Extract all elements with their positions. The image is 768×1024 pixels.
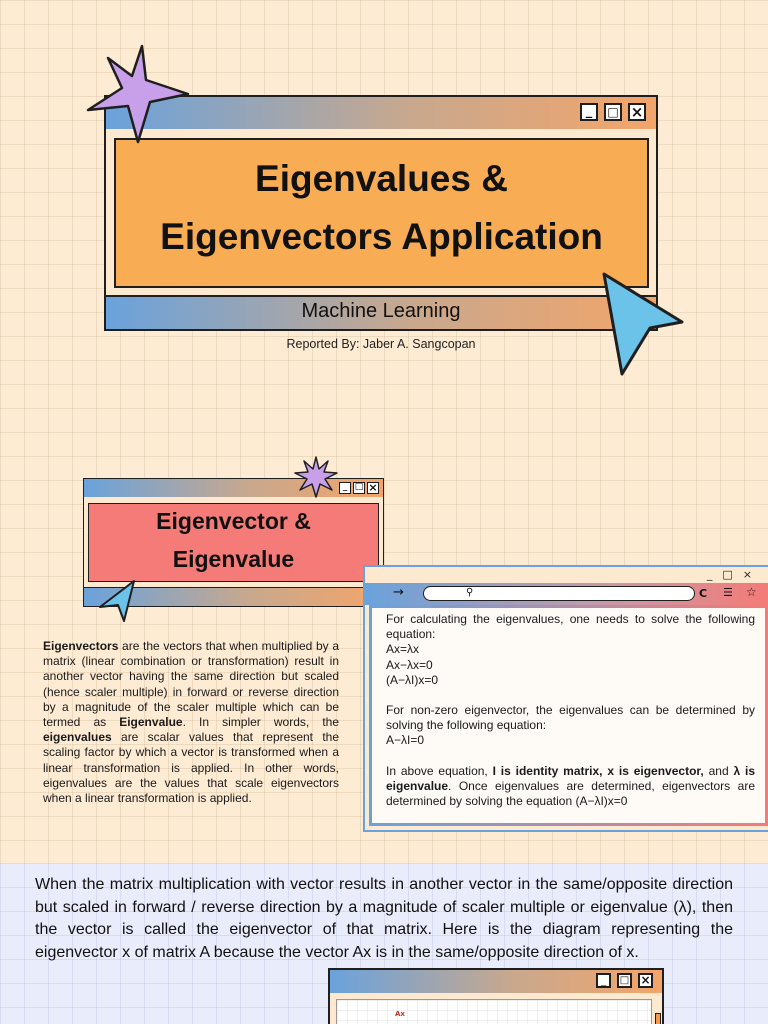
section-minimize-button[interactable]: _: [339, 482, 351, 494]
browser-content: [386, 612, 755, 809]
section-title-line2: Eigenvalue: [172, 546, 295, 572]
diagram-scrollbar[interactable]: [655, 1013, 661, 1024]
term-eigenvectors: Eigenvectors: [43, 639, 119, 653]
eigenvector-explanation-paragraph: When the matrix multiplication with vector results in another vector in the same/opposite direction but scaled in forward / reverse direction by a magnitude of scaler multiple or eigenvalue (λ), then the vector is called the eigenvector of that matrix. Here is the diagram representing the eigenvector x of matrix A because the vector Ax is in the same/opposite direction of x.: [35, 876, 733, 961]
diagram-close-button[interactable]: ×: [638, 973, 653, 988]
hero-maximize-button[interactable]: □: [604, 103, 622, 121]
diagram-label-ax: Ax: [395, 1010, 405, 1018]
hero-title-panel: [114, 138, 649, 288]
diagram-maximize-button[interactable]: □: [617, 973, 632, 988]
section-title-line1: Eigenvector &: [156, 508, 311, 534]
equation-intro: For calculating the eigenvalues, one needs to solve the following equation:: [386, 612, 755, 642]
nonzero-intro: For non-zero eigenvector, the eigenvalues can be determined by solving the following equation:: [386, 703, 755, 733]
browser-close-button[interactable]: ×: [742, 568, 762, 581]
diagram-window-body: [328, 993, 664, 1024]
term-eigenvalues: eigenvalues: [43, 730, 112, 745]
diagram-minimize-button[interactable]: _: [596, 973, 611, 988]
hero-close-button[interactable]: ×: [628, 103, 646, 121]
hero-subtitle: Machine Learning: [301, 300, 461, 322]
browser-window: [363, 565, 768, 832]
browser-address-bar[interactable]: [423, 586, 695, 601]
equation-explanation: In above equation, I is identity matrix, x is eigenvector, and λ is eigenvalue. Once eigenvalues are determined, eigenvectors are determined by solving the equation (A−λI)x=0: [386, 763, 755, 809]
equation-1: Ax=λx: [386, 642, 420, 657]
section-close-button[interactable]: ×: [368, 481, 378, 494]
equation-4: A−λI=0: [386, 733, 425, 748]
browser-maximize-button[interactable]: □: [722, 568, 743, 581]
browser-back-button[interactable]: →: [393, 585, 404, 600]
star-icon[interactable]: ☆: [746, 585, 757, 599]
section-maximize-button[interactable]: □: [354, 482, 364, 492]
browser-window-controls: [707, 568, 762, 581]
hero-title-line1: Eigenvalues &: [255, 158, 508, 199]
small-purple-star-icon: [294, 456, 338, 498]
equation-3: (A−λI)x=0: [386, 672, 439, 687]
search-icon: ⚲: [466, 587, 474, 598]
diagram-canvas: [336, 999, 652, 1024]
browser-minimize-button[interactable]: _: [706, 568, 723, 581]
hero-minimize-button[interactable]: _: [580, 103, 598, 121]
term-eigenvalue: Eigenvalue: [119, 715, 183, 730]
refresh-icon[interactable]: C: [699, 587, 708, 600]
eigenvector-definition-paragraph: Eigenvectors are the vectors that when multiplied by a matrix (linear combination or transformation) result in another vector having the same direction but scaled (hence scaler multiple) in forward or reverse direction by a magnitude of the scaler multiple which can be termed as Eigenvalue. In simpler words, the eigenvalues are scalar values that represent the scaling factor by which a vector is transformed when a linear transformation is applied. In other words, eigenvalues are the values that scale eigenvectors when a linear transformation is applied.: [43, 639, 339, 806]
purple-star-icon: [84, 44, 194, 144]
hero-byline: Reported By: Jaber A. Sangcopan: [286, 337, 476, 351]
menu-icon[interactable]: ☰: [723, 586, 733, 599]
blue-cursor-icon: [598, 268, 688, 378]
diagram-window-titlebar: [328, 968, 664, 995]
hero-subtitle-bar: [104, 295, 658, 331]
browser-content-frame: [369, 605, 768, 826]
equation-2: Ax−λx=0: [386, 657, 433, 672]
hero-title-line2: Eigenvectors Application: [160, 216, 603, 257]
small-blue-cursor-icon: [96, 577, 140, 625]
browser-toolbar: [365, 583, 768, 605]
section-title-panel: [88, 503, 379, 582]
